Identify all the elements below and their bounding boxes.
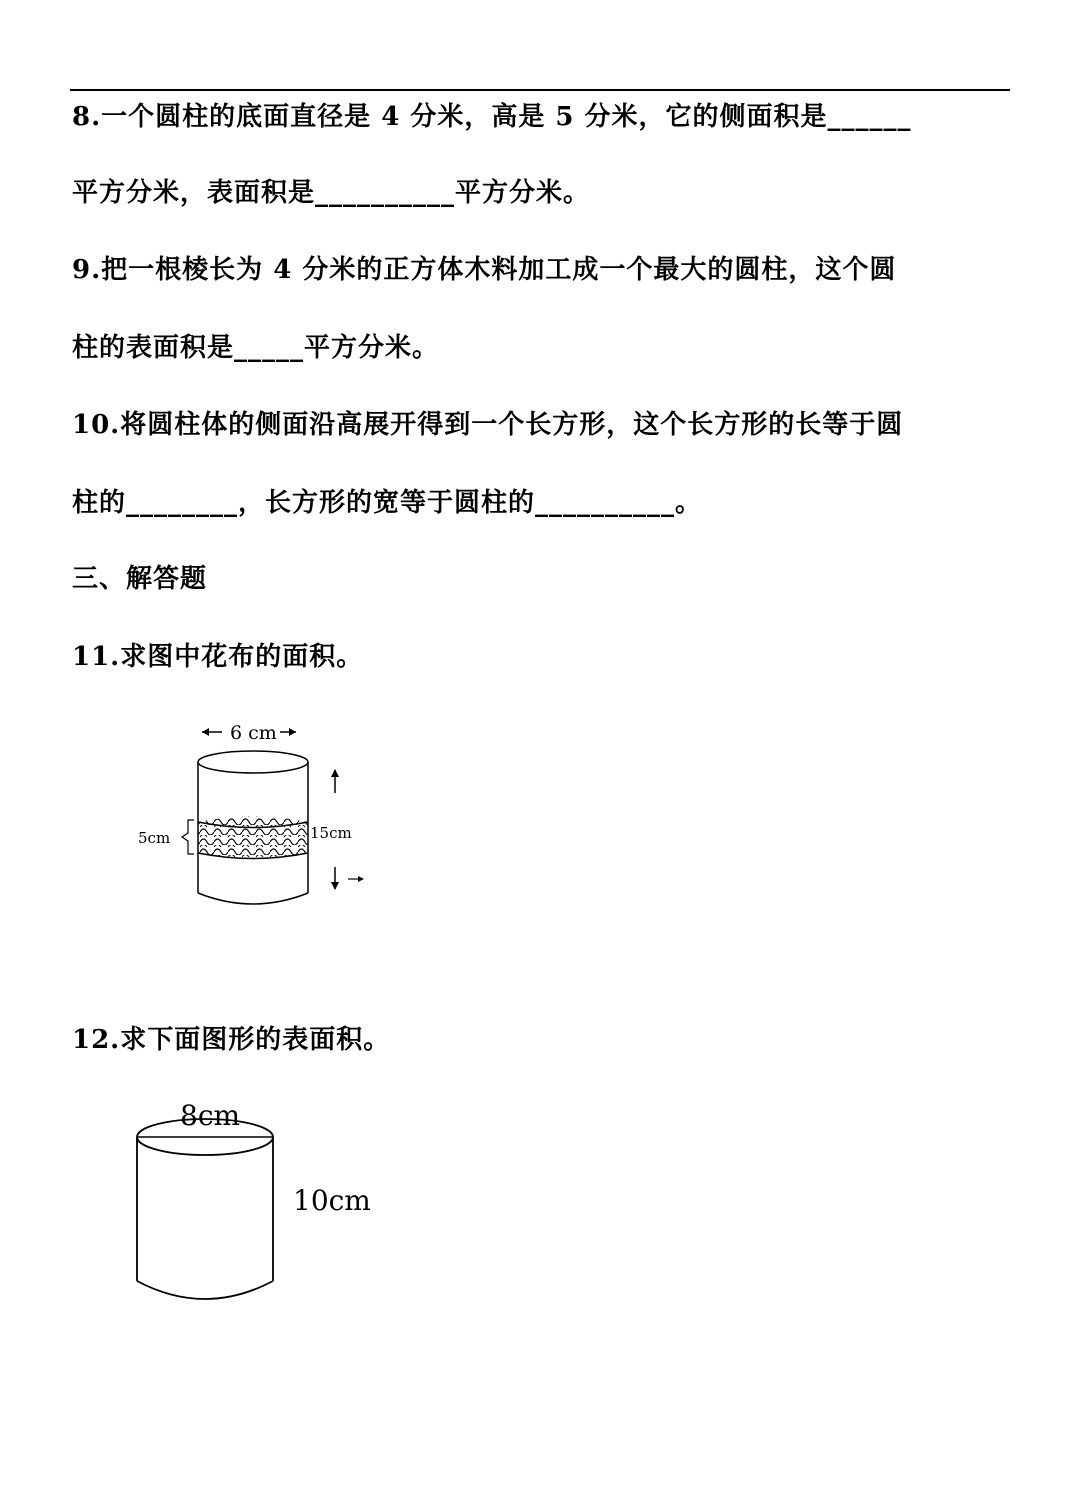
- cylinder-bottom-arc: [137, 1281, 273, 1299]
- question-11-text: 11.求图中花布的面积。: [72, 642, 364, 672]
- width-arrowhead-left: [202, 728, 209, 736]
- cylinder-bottom-arc: [198, 893, 308, 904]
- band-bracket: [182, 820, 194, 854]
- question-8-line-2: 平方分米，表面积是__________平方分米。: [72, 178, 591, 208]
- top-width-label: 6 cm: [230, 722, 277, 744]
- question-10-line-2: 柱的________，长方形的宽等于圆柱的__________。: [72, 488, 703, 518]
- cylinder-top-ellipse: [198, 751, 308, 773]
- width-arrowhead-right: [289, 728, 296, 736]
- question-12-figure: [125, 1095, 390, 1310]
- question-9-line-2: 柱的表面积是_____平方分米。: [72, 333, 440, 363]
- question-10-line-1: 10.将圆柱体的侧面沿高展开得到一个长方形，这个长方形的长等于圆: [72, 410, 904, 440]
- height-arrowhead-down: [331, 882, 339, 890]
- question-8-line-1: 8.一个圆柱的底面直径是 4 分米，高是 5 分米，它的侧面积是______: [72, 102, 912, 132]
- height-arrowhead-up: [331, 769, 339, 777]
- cylinder-diagram: [125, 1095, 390, 1310]
- top-rule: [70, 89, 1010, 91]
- cylinder-band-diagram: [130, 715, 380, 915]
- patterned-band: [198, 817, 308, 859]
- band-height-label: 5cm: [138, 829, 171, 847]
- section-3-title: 三、解答题: [72, 564, 208, 594]
- total-height-label: 15cm: [310, 824, 352, 842]
- question-12-text: 12.求下面图形的表面积。: [72, 1025, 391, 1055]
- height-label: 10cm: [293, 1184, 371, 1217]
- question-9-line-1: 9.把一根棱长为 4 分米的正方体木料加工成一个最大的圆柱，这个圆: [72, 255, 897, 285]
- question-11-figure: [130, 715, 380, 915]
- diameter-label: 8cm: [180, 1099, 241, 1132]
- small-arrowhead: [358, 876, 364, 882]
